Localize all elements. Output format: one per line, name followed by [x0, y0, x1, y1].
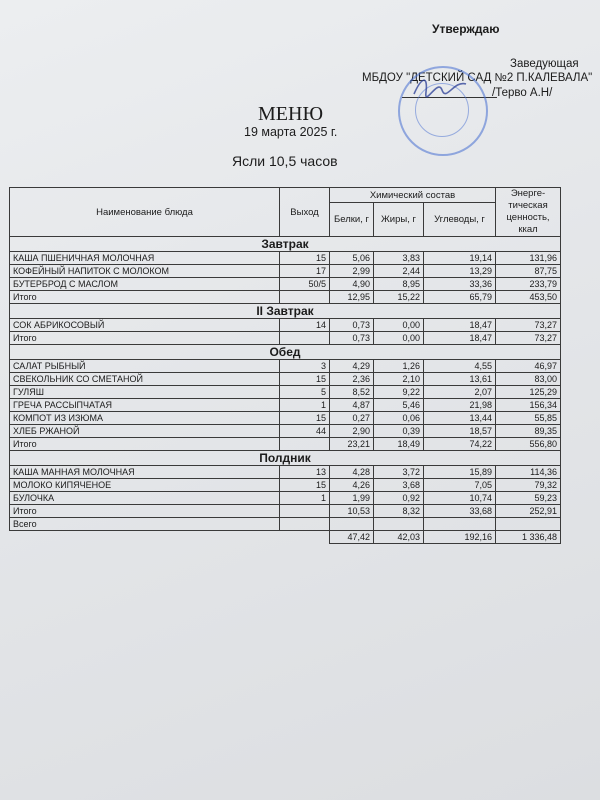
dish-energy: 73,27: [496, 319, 561, 332]
dish-fat: 0,92: [374, 492, 424, 505]
dish-energy: 59,23: [496, 492, 561, 505]
total-energy: 73,27: [496, 332, 561, 345]
approval-position: Заведующая: [510, 58, 579, 70]
dish-energy: 131,96: [496, 252, 561, 265]
approval-signatory: /Терво А.Н/: [492, 87, 553, 99]
dish-output: 1: [280, 492, 330, 505]
dish-protein: 2,90: [330, 425, 374, 438]
dish-energy: 46,97: [496, 360, 561, 373]
total-fat: 0,00: [374, 332, 424, 345]
col-header-carbs: Углеводы, г: [424, 203, 496, 237]
dish-fat: 2,44: [374, 265, 424, 278]
total-fat: 8,32: [374, 505, 424, 518]
dish-output: 15: [280, 412, 330, 425]
dish-fat: 1,26: [374, 360, 424, 373]
grand-total-carbs-blank: [424, 518, 496, 531]
dish-protein: 1,99: [330, 492, 374, 505]
dish-protein: 2,99: [330, 265, 374, 278]
table-row: [10, 265, 561, 278]
dish-fat: 3,83: [374, 252, 424, 265]
page-title: МЕНЮ: [258, 103, 323, 125]
dish-protein: 4,87: [330, 399, 374, 412]
grand-total-fat-blank: [374, 518, 424, 531]
grand-total-protein-blank: [330, 518, 374, 531]
dish-energy: 233,79: [496, 278, 561, 291]
menu-table: [9, 187, 561, 544]
total-fat: 18,49: [374, 438, 424, 451]
table-row: [10, 412, 561, 425]
table-row: [10, 492, 561, 505]
dish-carbs: 19,14: [424, 252, 496, 265]
total-carbs: 74,22: [424, 438, 496, 451]
table-row: [10, 386, 561, 399]
dish-energy: 125,29: [496, 386, 561, 399]
total-output: [280, 438, 330, 451]
dish-energy: 114,36: [496, 466, 561, 479]
total-carbs: 33,68: [424, 505, 496, 518]
section-row: [10, 237, 561, 252]
grand-total-fat: 42,03: [374, 531, 424, 544]
table-row: [10, 479, 561, 492]
table-row: [10, 278, 561, 291]
dish-fat: 2,10: [374, 373, 424, 386]
dish-carbs: 13,44: [424, 412, 496, 425]
dish-protein: 2,36: [330, 373, 374, 386]
col-header-protein: Белки, г: [330, 203, 374, 237]
col-header-chem: Химический состав: [330, 188, 496, 203]
dish-output: 1: [280, 399, 330, 412]
total-row: [10, 332, 561, 345]
dish-energy: 79,32: [496, 479, 561, 492]
col-header-name: Наименование блюда: [10, 188, 280, 237]
dish-carbs: 18,57: [424, 425, 496, 438]
total-energy: 453,50: [496, 291, 561, 304]
dish-carbs: 18,47: [424, 319, 496, 332]
dish-output: 15: [280, 252, 330, 265]
dish-fat: 0,39: [374, 425, 424, 438]
dish-fat: 3,72: [374, 466, 424, 479]
dish-output: 13: [280, 466, 330, 479]
grand-total-output: [280, 518, 330, 531]
total-protein: 12,95: [330, 291, 374, 304]
table-row: [10, 319, 561, 332]
dish-output: 3: [280, 360, 330, 373]
dish-name: БУЛОЧКА: [10, 492, 280, 505]
table-row: [10, 252, 561, 265]
dish-carbs: 4,55: [424, 360, 496, 373]
total-output: [280, 505, 330, 518]
dish-name: СОК АБРИКОСОВЫЙ: [10, 319, 280, 332]
dish-name: ХЛЕБ РЖАНОЙ: [10, 425, 280, 438]
dish-name: МОЛОКО КИПЯЧЕНОЕ: [10, 479, 280, 492]
dish-energy: 156,34: [496, 399, 561, 412]
total-carbs: 65,79: [424, 291, 496, 304]
approval-organization: МБДОУ "ДЕТСКИЙ САД №2 П.КАЛЕВАЛА": [362, 72, 593, 84]
dish-name: ГРЕЧА РАССЫПЧАТАЯ: [10, 399, 280, 412]
dish-energy: 87,75: [496, 265, 561, 278]
total-output: [280, 332, 330, 345]
col-header-energy: Энерге-тическая ценность, ккал: [496, 188, 561, 237]
dish-protein: 4,90: [330, 278, 374, 291]
dish-energy: 83,00: [496, 373, 561, 386]
total-energy: 556,80: [496, 438, 561, 451]
dish-name: СВЕКОЛЬНИК СО СМЕТАНОЙ: [10, 373, 280, 386]
dish-energy: 89,35: [496, 425, 561, 438]
grand-total-label: Всего: [10, 518, 280, 531]
dish-name: КОМПОТ ИЗ ИЗЮМА: [10, 412, 280, 425]
total-protein: 0,73: [330, 332, 374, 345]
dish-protein: 4,26: [330, 479, 374, 492]
total-fat: 15,22: [374, 291, 424, 304]
total-carbs: 18,47: [424, 332, 496, 345]
total-output: [280, 291, 330, 304]
dish-output: 17: [280, 265, 330, 278]
grand-total-values-spacer: [10, 531, 330, 544]
dish-fat: 5,46: [374, 399, 424, 412]
dish-protein: 4,29: [330, 360, 374, 373]
total-protein: 23,21: [330, 438, 374, 451]
grand-total-values-row: [10, 531, 561, 544]
dish-output: 50/5: [280, 278, 330, 291]
dish-protein: 8,52: [330, 386, 374, 399]
dish-output: 44: [280, 425, 330, 438]
dish-output: 15: [280, 479, 330, 492]
menu-date: 19 марта 2025 г.: [244, 125, 338, 139]
total-energy: 252,91: [496, 505, 561, 518]
dish-name: КОФЕЙНЫЙ НАПИТОК С МОЛОКОМ: [10, 265, 280, 278]
total-label: Итого: [10, 332, 280, 345]
grand-total-carbs: 192,16: [424, 531, 496, 544]
total-row: [10, 505, 561, 518]
grand-total-protein: 47,42: [330, 531, 374, 544]
dish-fat: 0,00: [374, 319, 424, 332]
col-header-fat: Жиры, г: [374, 203, 424, 237]
dish-output: 14: [280, 319, 330, 332]
col-header-output: Выход: [280, 188, 330, 237]
total-label: Итого: [10, 438, 280, 451]
section-row: [10, 451, 561, 466]
dish-carbs: 13,29: [424, 265, 496, 278]
table-row: [10, 360, 561, 373]
section-title: Завтрак: [10, 237, 561, 252]
total-label: Итого: [10, 505, 280, 518]
signature-icon: [410, 72, 470, 102]
dish-fat: 3,68: [374, 479, 424, 492]
approval-title: Утверждаю: [432, 22, 500, 36]
dish-carbs: 10,74: [424, 492, 496, 505]
grand-total-row: [10, 518, 561, 531]
section-title: II Завтрак: [10, 304, 561, 319]
section-title: Обед: [10, 345, 561, 360]
dish-protein: 0,27: [330, 412, 374, 425]
dish-name: САЛАТ РЫБНЫЙ: [10, 360, 280, 373]
dish-name: БУТЕРБРОД С МАСЛОМ: [10, 278, 280, 291]
total-label: Итого: [10, 291, 280, 304]
dish-fat: 0,06: [374, 412, 424, 425]
section-row: [10, 304, 561, 319]
dish-output: 5: [280, 386, 330, 399]
dish-name: КАША ПШЕНИЧНАЯ МОЛОЧНАЯ: [10, 252, 280, 265]
dish-fat: 9,22: [374, 386, 424, 399]
dish-carbs: 13,61: [424, 373, 496, 386]
dish-name: КАША МАННАЯ МОЛОЧНАЯ: [10, 466, 280, 479]
dish-carbs: 15,89: [424, 466, 496, 479]
dish-output: 15: [280, 373, 330, 386]
section-title: Полдник: [10, 451, 561, 466]
table-row: [10, 425, 561, 438]
dish-fat: 8,95: [374, 278, 424, 291]
menu-group: Ясли 10,5 часов: [232, 153, 338, 169]
dish-carbs: 33,36: [424, 278, 496, 291]
grand-total-energy-blank: [496, 518, 561, 531]
dish-protein: 5,06: [330, 252, 374, 265]
section-row: [10, 345, 561, 360]
table-row: [10, 373, 561, 386]
dish-name: ГУЛЯШ: [10, 386, 280, 399]
table-row: [10, 399, 561, 412]
table-row: [10, 466, 561, 479]
dish-carbs: 21,98: [424, 399, 496, 412]
dish-protein: 4,28: [330, 466, 374, 479]
total-row: [10, 291, 561, 304]
dish-protein: 0,73: [330, 319, 374, 332]
grand-total-energy: 1 336,48: [496, 531, 561, 544]
dish-energy: 55,85: [496, 412, 561, 425]
dish-carbs: 2,07: [424, 386, 496, 399]
total-row: [10, 438, 561, 451]
dish-carbs: 7,05: [424, 479, 496, 492]
total-protein: 10,53: [330, 505, 374, 518]
